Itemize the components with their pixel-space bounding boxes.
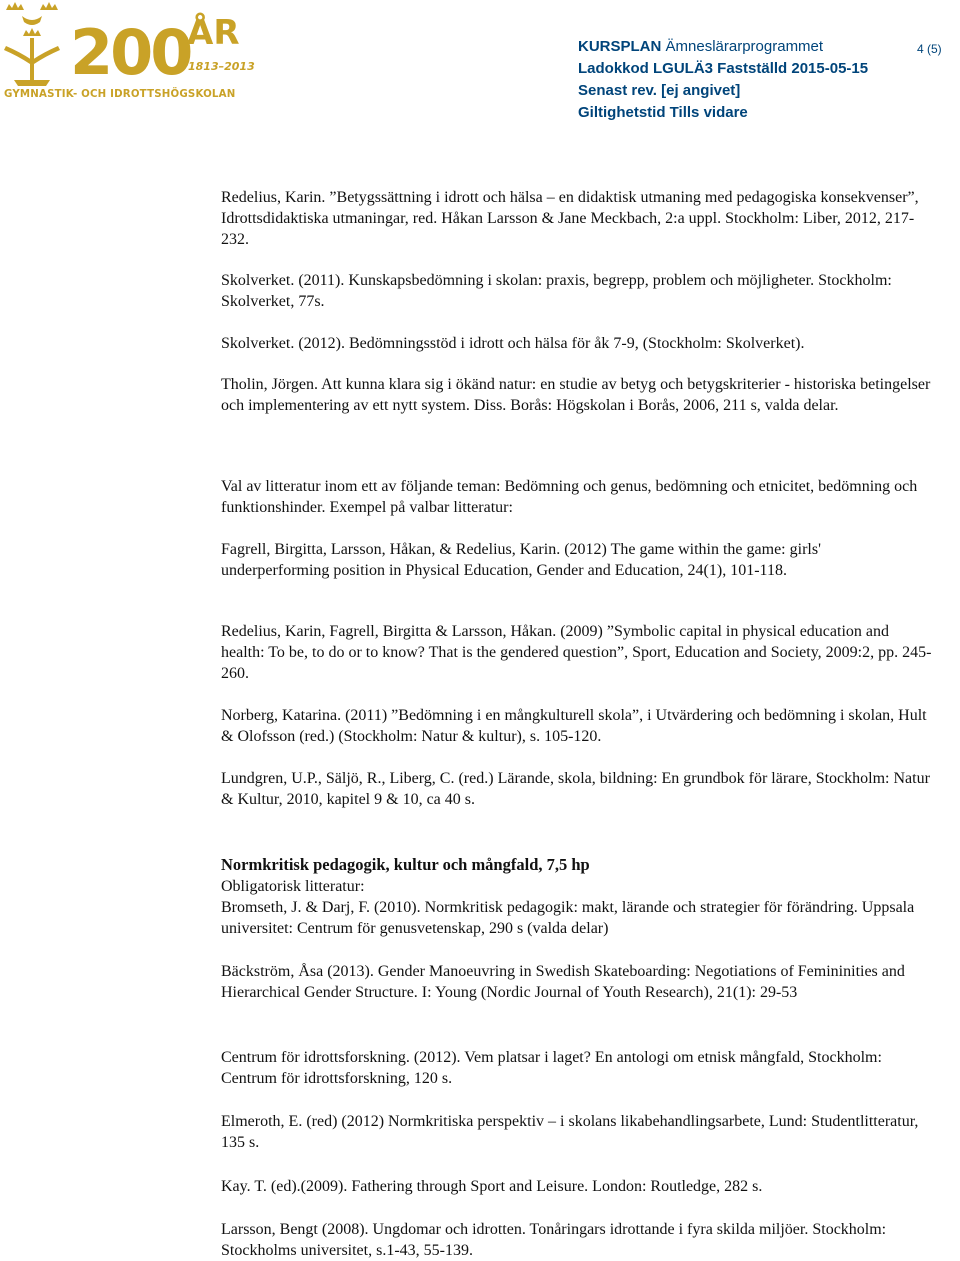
logo-200-text: 200 [70,16,191,89]
crown-icon [40,2,58,10]
reference-entry: Larsson, Bengt (2008). Ungdomar och idrotten. Tonåringars idrottande i fyra skilda miljöer. Stockholm: Stockholms universitet, s.1-43, 55-139. [221,1221,887,1259]
header-revised-line: Senast rev. [ej angivet] [578,82,741,99]
reference-entry: Norberg, Katarina. (2011) ”Bedömning i en mångkulturell skola”, i Utvärdering och bedömning i skolan, Hult & Olofsson (red.) (Stockholm: Natur & kultur), s. 105-120. [221,707,927,745]
logo-years-text: 1813–2013 [188,60,255,73]
header-title-rest: Ämneslärarprogrammet [665,38,824,55]
reference-entry: Redelius, Karin. ”Betygssättning i idrott och hälsa – en didaktisk utmaning med pedagogiska konsekvenser”, Idrottsdidaktiska utmaningar, red. Håkan Larsson & Jane Meckbach, 2:a uppl. Stockholm: Liber, 2012, 217-232. [221,189,919,248]
section-subheading: Obligatorisk litteratur: [221,878,365,895]
gih-200-year-logo [0,0,255,105]
header-title-keyword: KURSPLAN [578,38,662,55]
reference-entry: Kay. T. (ed).(2009). Fathering through Sport and Leisure. London: Routledge, 282 s. [221,1178,763,1195]
header-title [578,36,868,58]
header-code-line: Ladokkod LGULÄ3 Fastställd 2015-05-15 [578,60,869,77]
reference-entry: Fagrell, Birgitta, Larsson, Håkan, & Redelius, Karin. (2012) The game within the game: girls' underperforming position in Physical Education, Gender and Education, 24(1), 101-118. [221,541,821,579]
document-header [578,36,868,124]
reference-entry: Skolverket. (2012). Bedömningsstöd i idrott och hälsa för åk 7-9, (Stockholm: Skolverket). [221,335,805,352]
header-validity-line: Giltighetstid Tills vidare [578,104,748,121]
literature-choice-note: Val av litteratur inom ett av följande teman: Bedömning och genus, bedömning och etnicitet, bedömning och funktionshinder. Exempel på valbar litteratur: [221,478,918,516]
crown-icon [23,28,41,36]
reference-entry: Elmeroth, E. (red) (2012) Normkritiska perspektiv – i skolans likabehandlingsarbete, Lund: Studentlitteratur, 135 s. [221,1113,919,1151]
torch-emblem-icon [4,16,60,86]
logo-ar-text: ÅR [187,13,240,53]
reference-entry: Skolverket. (2011). Kunskapsbedömning i skolan: praxis, begrepp, problem och möjligheter. Stockholm: Skolverket, 77s. [221,272,892,310]
reference-entry: Redelius, Karin, Fagrell, Birgitta & Larsson, Håkan. (2009) ”Symbolic capital in physical education and health: To be, to do or to know? That is the gendered question”, Sport, Education and Society, 2009:2, pp. 245-260. [221,623,932,682]
reference-entry: Bäckström, Åsa (2013). Gender Manoeuvring in Swedish Skateboarding: Negotiations of Femininities and Hierarchical Gender Structure. I: Young (Nordic Journal of Youth Research), 21(1): 29-53 [221,963,905,1001]
section-heading: Normkritisk pedagogik, kultur och mångfald, 7,5 hp [221,855,590,874]
logo-school-text: GYMNASTIK- OCH IDROTTSHÖGSKOLAN [4,89,236,100]
page-number: 4 (5) [917,42,942,56]
reference-entry: Lundgren, U.P., Säljö, R., Liberg, C. (red.) Lärande, skola, bildning: En grundbok för lärare, Stockholm: Natur & Kultur, 2010, kapitel 9 & 10, ca 40 s. [221,770,930,808]
crown-icon [6,2,24,10]
reference-entry: Tholin, Jörgen. Att kunna klara sig i ökänd natur: en studie av betyg och betygskriterier - historiska betingelser och implementering av ett nytt system. Diss. Borås: Högskolan i Borås, 2006, 211 s, valda delar. [221,376,931,414]
reference-entry: Centrum för idrottsforskning. (2012). Vem platsar i laget? En antologi om etnisk mångfald, Stockholm: Centrum för idrottsforskning, 120 s. [221,1049,882,1087]
reference-entry: Bromseth, J. & Darj, F. (2010). Normkritisk pedagogik: makt, lärande och strategier för förändring. Uppsala universitet: Centrum för genusvetenskap, 290 s (valda delar) [221,899,915,937]
